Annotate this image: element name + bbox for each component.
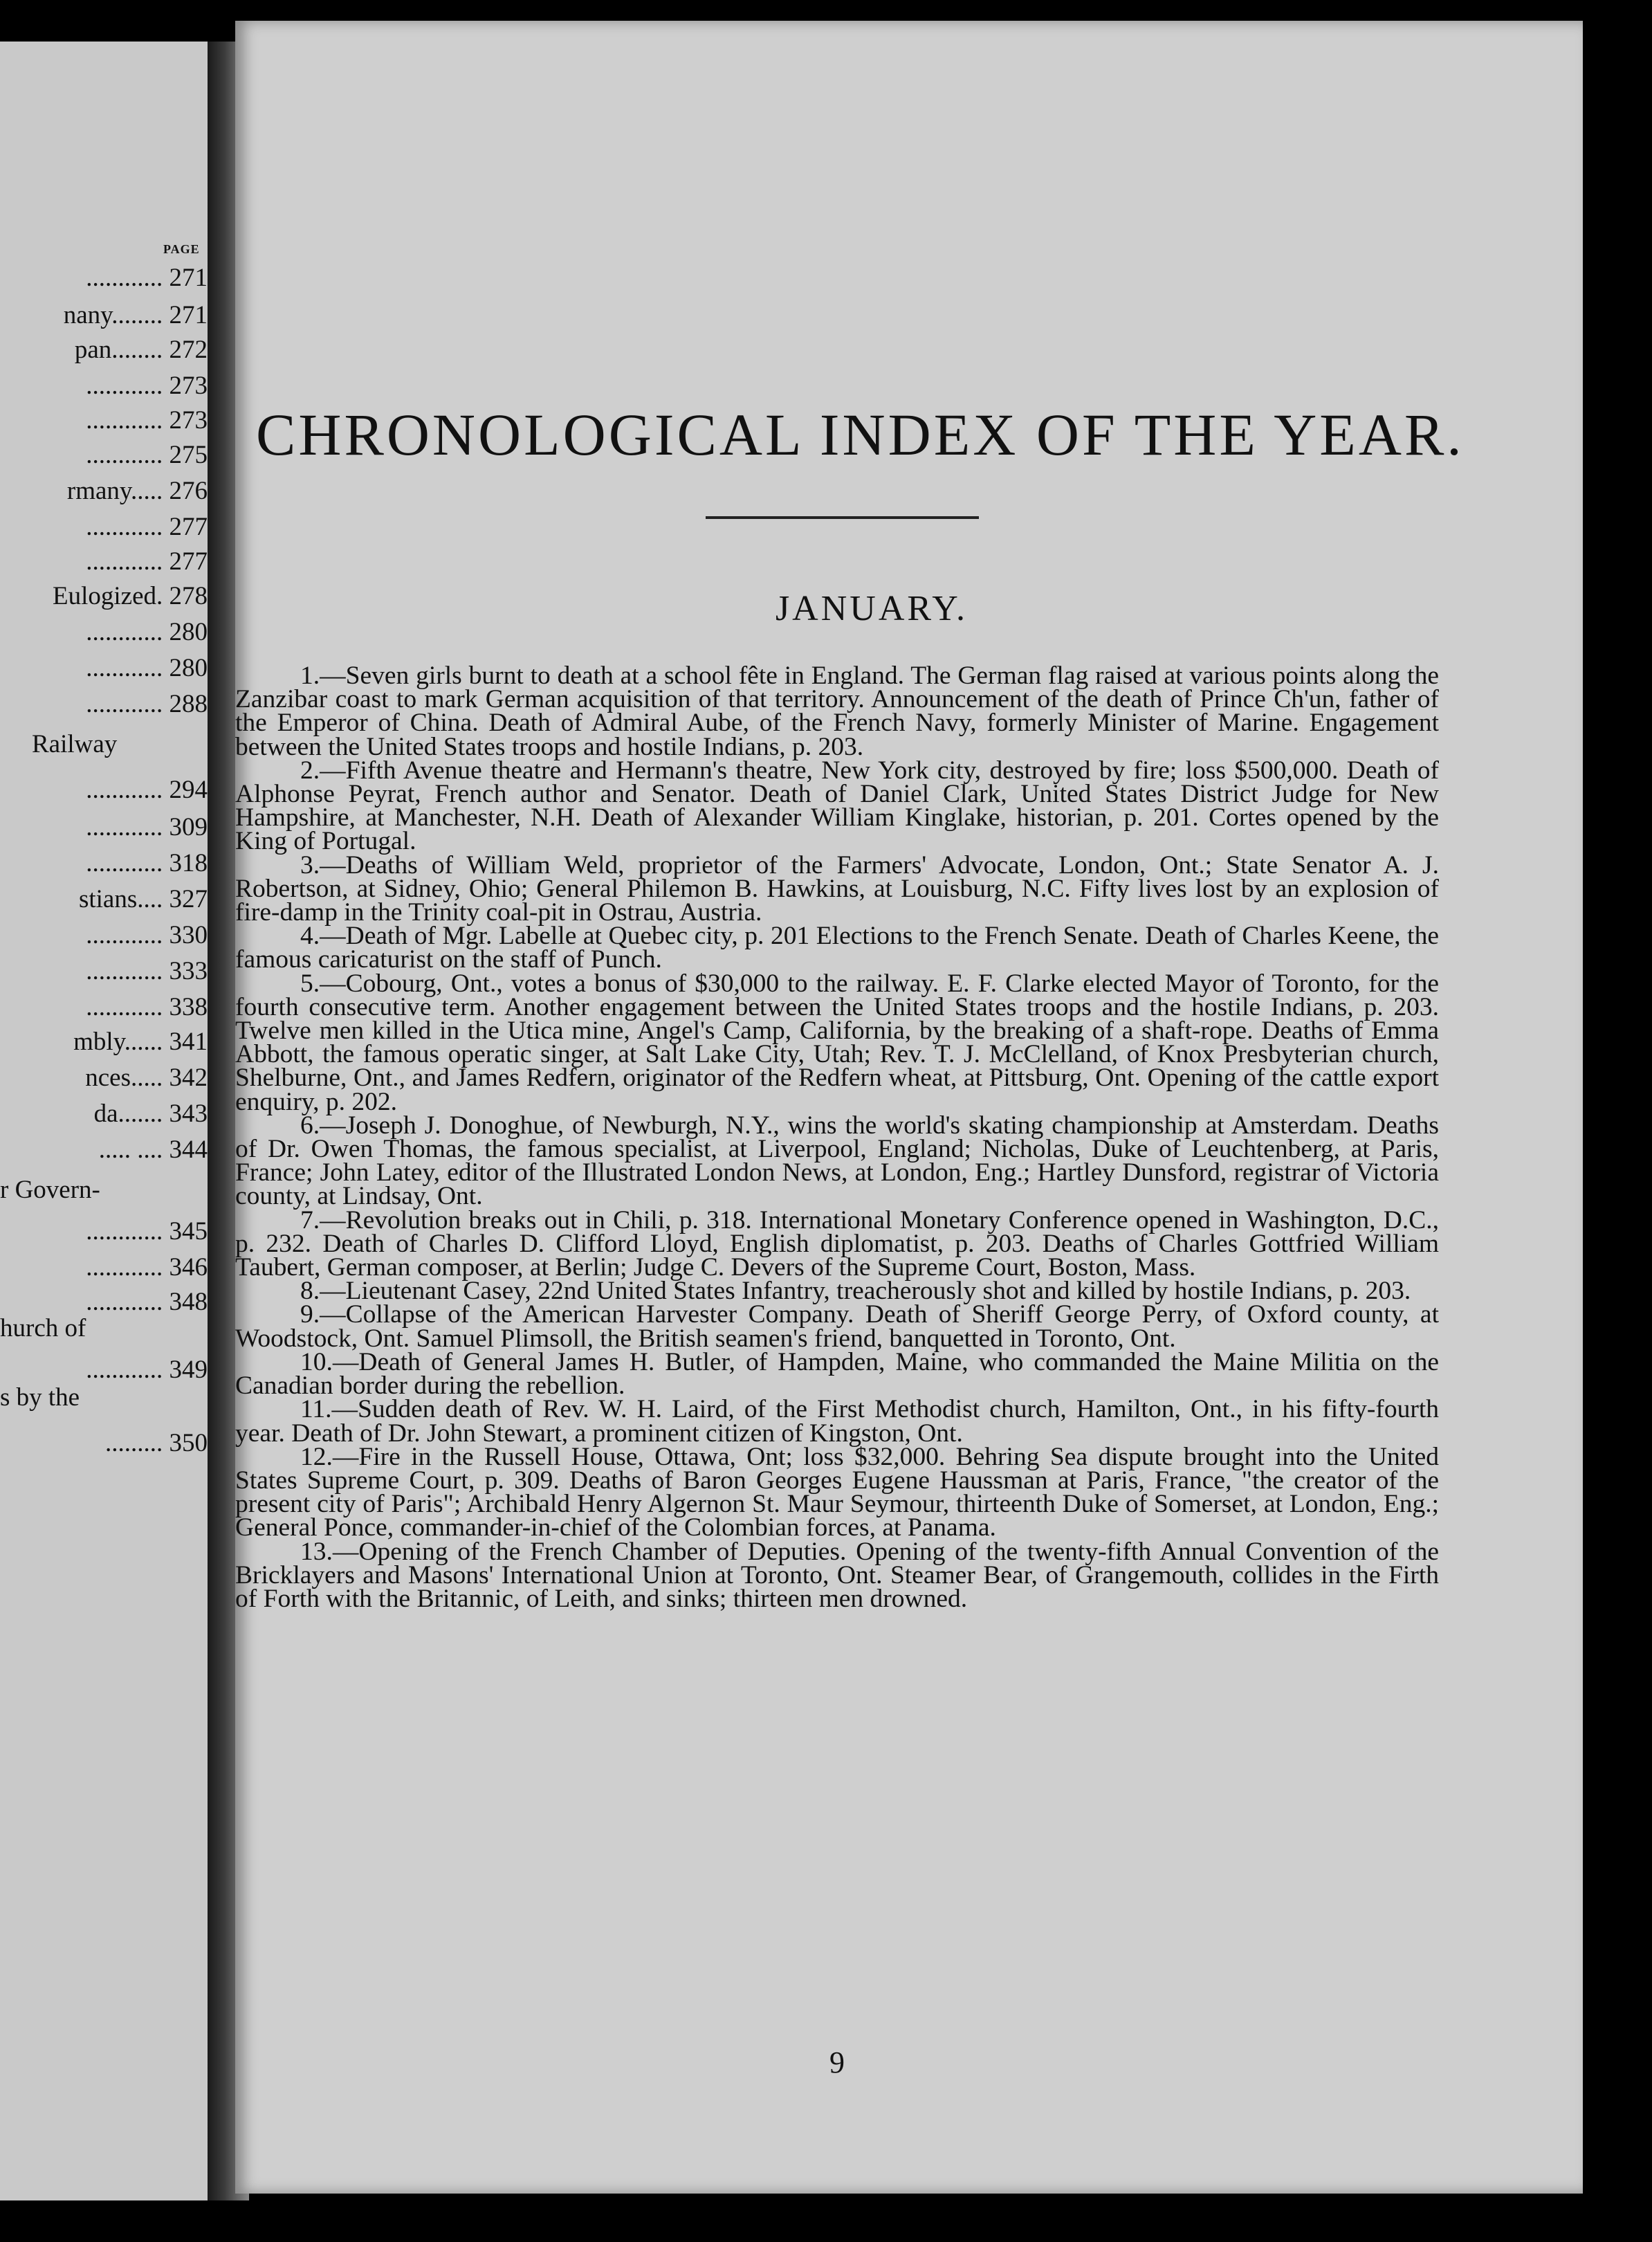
day-entry: [235, 664, 1439, 759]
left-entry: ............ 348: [86, 1288, 208, 1316]
day-text: —Joseph J. Donoghue, of Newburgh, N.Y., wins the world's skating championship at Amsterdam. Deaths of Dr. Owen Thomas, the famous specialist, at Liverpool, England; Nicholas, Duke of Leuchtenberg, at Paris, France; John Latey, editor of the Illustrated London News, at London, Eng.; Hartley Dunsford, registrar of Victoria county, at Lindsay, Ont.: [235, 1111, 1439, 1211]
left-entry: ............ 277: [86, 547, 208, 576]
day-text: —Collapse of the American Harvester Company. Death of Sheriff George Perry, of Oxford county, at Woodstock, Ont. Samuel Plimsoll, the British seamen's friend, banquetted in Toronto, Ont.: [235, 1300, 1439, 1353]
day-text: —Death of General James H. Butler, of Hampden, Maine, who commanded the Maine Militia on the Canadian border during the rebellion.: [235, 1347, 1439, 1401]
left-entry: da....... 343: [93, 1100, 208, 1128]
left-entry: ............ 338: [86, 993, 208, 1021]
left-entry: nces..... 342: [85, 1064, 208, 1092]
day-text: —Opening of the French Chamber of Deputies. Opening of the twenty-fifth Annual Convention of the Bricklayers and Masons' International Union at Toronto, Ont. Steamer Bear, of Grangemouth, collides in the Firth of Forth with the Britannic, of Leith, and sinks; thirteen men drowned.: [235, 1537, 1439, 1613]
day-entry: [235, 756, 1439, 856]
day-entry: [235, 1347, 1439, 1401]
day-number: 4.: [300, 922, 320, 951]
day-text: —Deaths of William Weld, proprietor of the Farmers' Advocate, London, Ont.; State Senator A. J. Robertson, at Sidney, Ohio; General Philemon B. Hawkins, at Louisburg, N.C. Fifty lives lost by an explosion of fire-damp in the Trinity coal-pit in Ostrau, Austria.: [235, 850, 1439, 927]
day-number: 9.: [300, 1300, 320, 1329]
day-entry: [235, 1205, 1439, 1282]
day-text: —Revolution breaks out in Chili, p. 318. International Monetary Conference opened in Washington, D.C., p. 232. Death of Charles D. Clifford Lloyd, English diplomatist, p. 203. Deaths of Charles Gottfried William Taubert, German composer, at Berlin; Judge C. Devers of the Supreme Court, Boston, Mass.: [235, 1205, 1439, 1282]
day-entry: [235, 850, 1439, 927]
main-page: [235, 21, 1583, 2194]
entry-list: [235, 664, 1439, 1611]
day-number: 13.: [300, 1537, 333, 1566]
left-entry: s by the: [0, 1383, 80, 1412]
day-text: —Cobourg, Ont., votes a bonus of $30,000 to the railway. E. F. Clarke elected Mayor of Toronto, for the fourth consecutive term. Another engagement between the United States troops and the hostile Indians, p. 203. Twelve men killed in the Utica mine, Angel's Camp, California, by the breaking of a shaft-rope. Deaths of Emma Abbott, the famous operatic singer, at Salt Lake City, Utah; Rev. T. J. McClelland, of Knox Presbyterian church, Shelburne, Ont., and James Redfern, originator of the Redfern wheat, at Pittsburg, Ont. Opening of the cattle export enquiry, p. 202.: [235, 969, 1439, 1116]
day-entry: [235, 1395, 1439, 1448]
day-number: 5.: [300, 969, 320, 998]
left-entry: ............ 349: [86, 1356, 208, 1384]
left-entry: nany........ 271: [63, 301, 208, 329]
left-entry: ............ 345: [86, 1217, 208, 1246]
day-number: 2.: [300, 756, 320, 785]
day-text: —Seven girls burnt to death at a school fête in England. The German flag raised at various points along the Zanzibar coast to mark German acquisition of that territory. Announcement of the death of Prince Ch'un, father of the Emperor of China. Death of Admiral Aube, of the French Navy, formerly Minister of Marine. Engagement between the United States troops and hostile Indians, p. 203.: [235, 662, 1439, 761]
left-entry: ............ 333: [86, 957, 208, 985]
left-entry: stians.... 327: [78, 885, 208, 913]
left-entry: ............ 275: [86, 441, 208, 469]
left-entry: ......... 350: [105, 1429, 208, 1457]
day-entry: [235, 924, 1439, 972]
day-number: 7.: [300, 1205, 320, 1234]
left-entry: ............ 309: [86, 813, 208, 841]
day-number: 12.: [300, 1442, 333, 1471]
left-entry: ............ 294: [86, 776, 208, 804]
left-entry: hurch of: [0, 1314, 86, 1342]
day-entry: [235, 1277, 1439, 1306]
day-text: —Lieutenant Casey, 22nd United States Infantry, treacherously shot and killed by hostile Indians, p. 203.: [320, 1277, 1411, 1306]
day-entry: [235, 969, 1439, 1116]
left-facing-page: [0, 42, 209, 2200]
left-entry: r Govern-: [0, 1176, 100, 1204]
left-entry: ............ 330: [86, 921, 208, 949]
left-entry: mbly...... 341: [73, 1028, 208, 1056]
left-entry: ............ 288: [86, 690, 208, 718]
day-entry: [235, 1442, 1439, 1542]
day-text: —Fifth Avenue theatre and Hermann's theatre, New York city, destroyed by fire; loss $500,000. Death of Alphonse Peyrat, French author and Senator. Death of Daniel Clark, United States District Judge for New Hampshire, at Manchester, N.H. Death of Alexander William Kinglake, historian, p. 201. Cortes opened by the King of Portugal.: [235, 756, 1439, 856]
page-title: CHRONOLOGICAL INDEX OF THE YEAR.: [256, 401, 1465, 468]
day-entry: [235, 1111, 1439, 1211]
day-text: —Fire in the Russell House, Ottawa, Ont; loss $32,000. Behring Sea dispute brought into the United States Supreme Court, p. 309. Deaths of Baron Georges Eugene Haussman at Paris, France, "the creator of the present city of Paris"; Archibald Henry Algernon St. Maur Seymour, thirteenth Duke of Somerset, at London, Eng.; General Ponce, commander-in-chief of the Colombian forces, at Panama.: [235, 1442, 1439, 1542]
title-divider: [706, 516, 979, 519]
page-number: 9: [829, 2045, 845, 2079]
month-heading: JANUARY.: [775, 589, 969, 628]
day-number: 3.: [300, 850, 320, 880]
day-number: 11.: [300, 1395, 332, 1424]
left-entry: ..... .... 344: [98, 1136, 208, 1164]
day-number: 8.: [300, 1277, 320, 1306]
day-entry: [235, 1537, 1439, 1613]
left-entry: Railway: [32, 730, 118, 758]
day-text: —Death of Mgr. Labelle at Quebec city, p. 201 Elections to the French Senate. Death of Charles Keene, the famous caricaturist on the staff of Punch.: [235, 922, 1439, 974]
left-entry: ............ 271: [86, 264, 208, 292]
day-number: 1.: [300, 662, 320, 690]
left-entry: ............ 277: [86, 513, 208, 541]
left-entry: Eulogized. 278: [52, 582, 208, 610]
left-entry: ............ 280: [86, 618, 208, 646]
day-number: 6.: [300, 1111, 320, 1140]
day-number: 10.: [300, 1347, 333, 1376]
left-entry: ............ 346: [86, 1253, 208, 1282]
day-text: —Sudden death of Rev. W. H. Laird, of the First Methodist church, Hamilton, Ont., in his fifty-fourth year. Death of Dr. John Stewart, a prominent citizen of Kingston, Ont.: [235, 1395, 1439, 1448]
left-entry: ............ 273: [86, 406, 208, 435]
left-entry: ............ 318: [86, 849, 208, 877]
day-entry: [235, 1300, 1439, 1353]
left-entry: pan........ 272: [74, 336, 208, 364]
left-entry: rmany..... 276: [66, 477, 208, 505]
left-entry: ............ 280: [86, 654, 208, 682]
page-column-label: PAGE: [163, 242, 200, 256]
left-entry: ............ 273: [86, 372, 208, 400]
